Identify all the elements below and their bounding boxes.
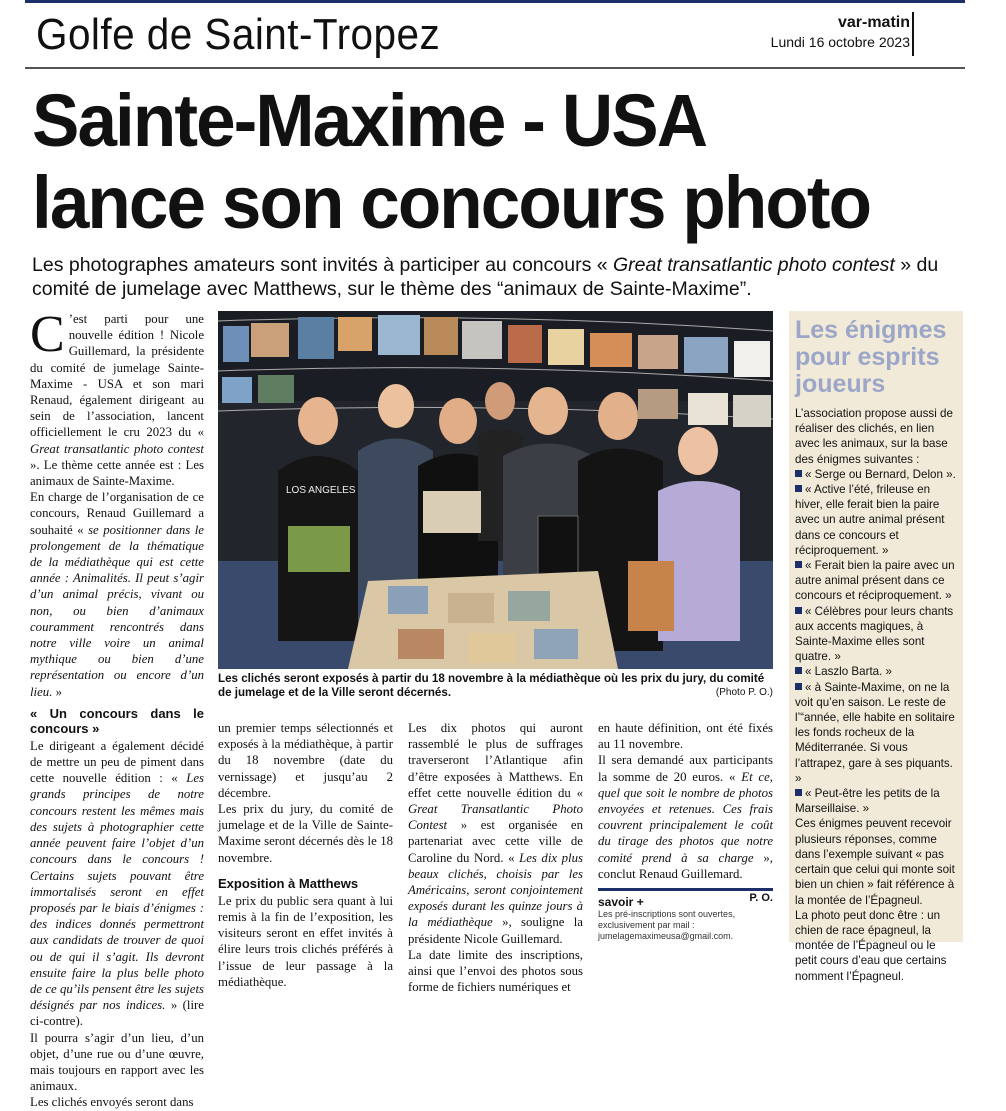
savoir-title: savoir +: [598, 895, 644, 909]
sidebar-title-line: joueurs: [795, 370, 886, 398]
enigma-text: « Laszlo Barta. »: [805, 665, 893, 679]
quote: se positionner dans le prolongement de la thématique de la médiathèque qui est cette année : Animalités. Il peut s’agir d’un animal précis, vivant ou non, ou bien d’animaux couramment rencontrés dans notre ville voire un animal mythique ou bien d’une représentation ou encore d’un lieu.: [30, 522, 204, 699]
text: », souligne la présidente Nicole Guillemard.: [408, 915, 583, 946]
paragraph: Les clichés envoyés seront dans: [30, 1095, 194, 1110]
masthead: [771, 14, 910, 50]
subheading: « Un concours dans le concours »: [30, 705, 204, 736]
list-item: [795, 482, 957, 558]
author-signature: P. O.: [749, 892, 773, 905]
list-item: [795, 680, 957, 786]
text: ». Le thème cette année est : Les animaux de Sainte-Maxime.: [30, 457, 204, 489]
top-rule: [25, 0, 965, 3]
subheading: Exposition à Matthews: [218, 875, 359, 891]
savoir-plus-box: [598, 888, 773, 942]
enigma-text: « Ferait bien la paire avec un autre animal présent dans ce concours et réciproquement. »: [795, 559, 955, 603]
text: » (lire ci-contre).: [30, 998, 204, 1029]
text: Les dix photos qui auront rassemblé le plus de suffrages traverseront l’Atlantique afin d’être exposées à Matthews. En effet cette nouvelle édition du «: [408, 721, 583, 800]
masthead-divider: [912, 12, 914, 56]
savoir-body: Les pré-inscriptions sont ouvertes, exclusivement par mail : jumelagemaximeusa@gmail.com.: [598, 909, 736, 941]
drop-cap: C: [30, 306, 65, 363]
article-column-1: [30, 306, 204, 1111]
article-column-3: [408, 720, 583, 995]
quote: Les dix plus beaux clichés, choisis par les Américains, seront conjointement exposés durant les quinze jours à la médiathèque: [408, 850, 583, 930]
held-photo: [423, 491, 481, 533]
paragraph: [30, 738, 204, 1030]
paragraph: un premier temps sélectionnés et exposés à la médiathèque, à partir du 18 novembre (date du vernissage) et jusqu’au 2 décembre.: [218, 721, 393, 800]
brand-name: var-matin: [837, 14, 910, 31]
publication-date: Lundi 16 octobre 2023: [770, 34, 910, 50]
sidebar-title-line: pour esprits: [795, 343, 940, 371]
paragraph: [408, 720, 583, 947]
text: Great Transatlantic Photo Contest: [408, 802, 583, 833]
table-with-photos: [348, 571, 618, 669]
sidebar-title: [789, 311, 963, 398]
enigma-text: « Célèbres pour leurs chants aux accents magiques, à Sainte-Maxime elles sont quatre. »: [795, 604, 954, 664]
held-photo: [538, 516, 578, 576]
sidebar-outro: La photo peut donc être : un chien de race épagneul, la montée de l’Épagneul ou le petit cours d’eau que certains nomment l’Épagneul.: [795, 908, 947, 983]
text: En charge de l’organisation de ce concours, Renaud Guillemard a souhaité «: [30, 490, 204, 537]
sweater-text: LOS ANGELES: [286, 485, 356, 496]
text: », conclut Renaud Guillemard.: [598, 850, 774, 881]
sidebar-title-line: Les énigmes: [795, 316, 947, 344]
paragraph: [30, 306, 204, 489]
article-column-2: [218, 720, 393, 990]
enigma-text: « Peut-être les petits de la Marseillaise. »: [795, 787, 940, 816]
photo-credit: (Photo P. O.): [715, 687, 773, 698]
sidebar-outro: Ces énigmes peuvent recevoir plusieurs réponses, comme dans l’exemple suivant « pas certain que celui qui monte soit bien un chien » fait référence à la montée de l’Épagneul.: [795, 817, 955, 907]
bullet-square-icon: [795, 485, 802, 492]
text: Great transatlantic photo contest: [30, 441, 204, 456]
list-item: [795, 786, 957, 816]
bullet-square-icon: [795, 561, 802, 568]
sidebar-enigmes: [789, 311, 963, 983]
held-photo: [288, 526, 350, 572]
section-title: Golfe de Saint-Tropez: [36, 10, 441, 59]
standfirst-text-end: » du comité de jumelage avec Matthews, sur le thème des “animaux de Sainte-Maxime”.: [32, 254, 939, 300]
list-item: [795, 604, 957, 665]
paragraph: [598, 752, 773, 882]
header-rule: [25, 67, 965, 69]
caption-text: Les clichés seront exposés à partir du 18 novembre à la médiathèque où les prix du jury, du comité de jumelage et de la Ville seront décernés.: [218, 672, 765, 699]
savoir-rule: [598, 888, 773, 891]
text: »: [52, 684, 62, 699]
standfirst: [32, 253, 962, 301]
standfirst-text: Les photographes amateurs sont invités à participer au concours «: [32, 254, 614, 276]
paragraph: en haute définition, ont été fixés au 11 novembre.: [598, 721, 773, 752]
bullet-square-icon: [795, 667, 802, 674]
paragraph: [30, 489, 204, 700]
enigma-text: « Serge ou Bernard, Delon ».: [805, 467, 956, 481]
text: » est organisée en partenariat avec cette ville de Caroline du Nord. «: [408, 818, 583, 865]
bullet-square-icon: [795, 470, 802, 477]
list-item: [795, 558, 957, 604]
text: Il sera demandé aux participants la somme de 20 euros. «: [598, 753, 773, 784]
paragraph: Les prix du jury, du comité de jumelage et de la Ville de Sainte-Maxime seront décernés dès le 18 novembre.: [218, 802, 393, 865]
photo-caption: [218, 672, 773, 700]
quote: Les grands principes de notre concours restent les mêmes mais des sujets à photographier cette année peuvent faire l’objet d’un concours dans le concours ! Certains sujets pouvant être immortalisés seront en effet proposés par le biais d’énigmes : des indices donnés permettront aux candidats de trouver de quoi ou de qui il s’agit. Ils devront ensuite faire la plus belle photo de ce qu’ils pensent être les sujets désignés par nos indices.: [30, 771, 204, 1013]
headline: [32, 80, 905, 244]
enigma-text: « Active l’été, frileuse en hiver, elle ferait bien la paire avec un autre animal présent dans ce concours et réciproquement. »: [795, 483, 945, 557]
bullet-square-icon: [795, 683, 802, 690]
quote: Et ce, quel que soit le nombre de photos envoyées et retenues. Ces frais couvrent principalement le coût du tirage des photos que notre comité prend à sa charge: [598, 769, 773, 865]
paragraph: Il pourra s’agir d’un lieu, d’un objet, d’une rue ou d’une œuvre, mais toujours en rapport avec les animaux.: [30, 1030, 204, 1094]
list-item: [795, 664, 957, 679]
photo-illustration: [218, 311, 773, 669]
headline-line-2: lance son concours photo: [32, 161, 871, 244]
enigma-text: « à Sainte-Maxime, on ne la voit qu’en saison. Le reste de l’“année, elle habite en solitaire les fonds rocheux de la Méditerranée. Si vous l’attrapez, gare à ses piquants. »: [795, 680, 955, 785]
text: Le dirigeant a également décidé de mettre un peu de piment dans cette nouvelle édition : «: [30, 738, 204, 786]
sidebar-intro: L’association propose aussi de réaliser des clichés, en lien avec les animaux, sur la base des énigmes suivantes :: [795, 407, 953, 466]
article-photo: [218, 311, 773, 669]
sidebar-body: [789, 398, 963, 984]
bullet-square-icon: [795, 607, 802, 614]
article-column-4: [598, 720, 773, 906]
paragraph: La date limite des inscriptions, ainsi que l’envoi des photos sous forme de fichiers numériques et: [408, 947, 583, 995]
held-photo: [628, 561, 674, 631]
text: ’est parti pour une nouvelle édition ! Nicole Guillemard, la présidente du comité de jumelage Sainte-Maxime - USA et son mari Renaud, également dirigeant au sein de l’association, lancent officiellement le cru 2023 du «: [30, 312, 204, 440]
list-item: [795, 467, 957, 482]
bullet-square-icon: [795, 789, 802, 796]
paragraph: Le prix du public sera quant à lui remis à la fin de l’exposition, les visiteurs seront en effet invités à élire leurs trois clichés préférés à l’issue de leur passage à la médiathèque.: [218, 893, 393, 989]
standfirst-contest-name: Great transatlantic photo contest: [613, 254, 895, 276]
headline-line-1: Sainte-Maxime - USA: [32, 79, 707, 162]
